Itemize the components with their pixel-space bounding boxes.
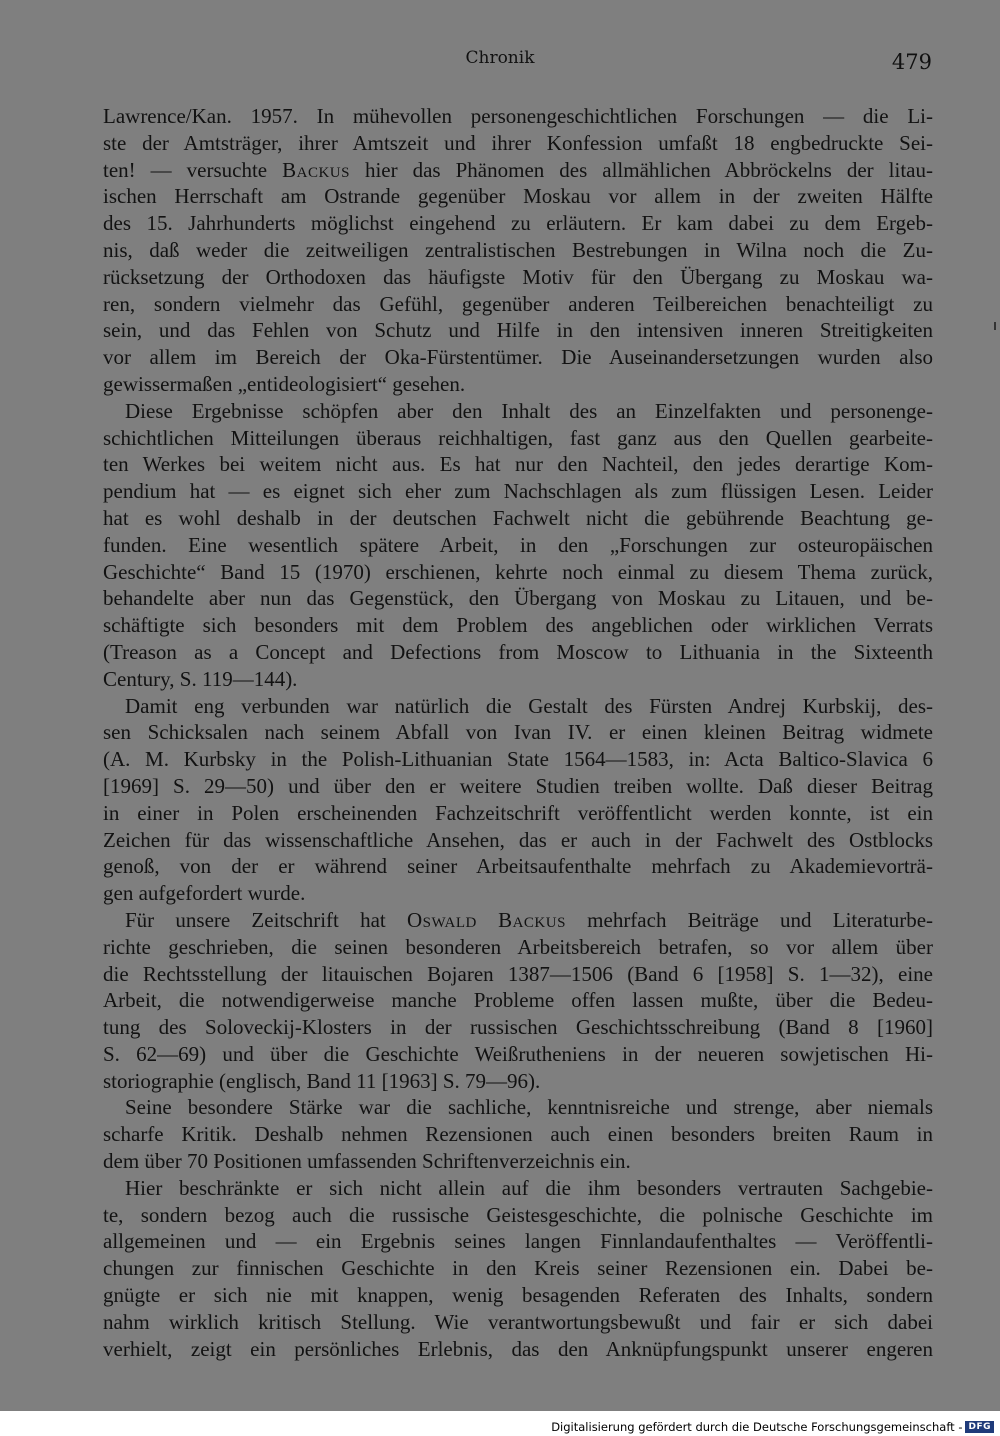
text-line: allgemeinen und — ein Ergebnis seines langen Finnlandaufenthaltes — Veröffentli- [103, 1229, 933, 1254]
text-line: richte geschrieben, die seinen besonderen Arbeitsbereich betrafen, so vor allem über [103, 934, 933, 959]
author-name-smallcaps: Backus [282, 157, 350, 182]
text-line: chungen zur finnischen Geschichte in den Kreis seiner Rezensionen ein. Dabei be- [103, 1256, 933, 1281]
text-line: gnügte er sich nie mit knappen, wenig besagenden Referaten des Inhalts, sondern [103, 1283, 933, 1308]
running-head: Chronik [465, 48, 535, 68]
paragraph [103, 907, 933, 1095]
text-line: nis, daß weder die zeitweiligen zentralistischen Bestrebungen in Wilna noch die Zu- [103, 237, 933, 262]
paragraph [103, 1175, 933, 1363]
text-line: genoß, von der er während seiner Arbeitsaufenthalte mehrfach zu Akademievorträ- [103, 854, 933, 879]
author-name-smallcaps: Oswald [407, 907, 477, 932]
text-line: Geschichte“ Band 15 (1970) erschienen, kehrte noch einmal zu diesem Thema zurück, [103, 559, 933, 584]
text-line: (Treason as a Concept and Defections from Moscow to Lithuania in the Sixteenth [103, 639, 933, 664]
dfg-logo-icon: DFG [965, 1421, 994, 1433]
text-line: ten! — versuchte Backus hier das Phänomen des allmählichen Abbröckelns der litau- [103, 157, 933, 182]
text-line: Seine besondere Stärke war die sachliche, kenntnisreiche und strenge, aber niemals [125, 1095, 933, 1120]
text-line: sen Schicksalen nach seinem Abfall von Ivan IV. er einen kleinen Beitrag widmete [103, 720, 933, 745]
text-line: ischen Herrschaft am Ostrande gegenüber Moskau vor allem in der zweiten Hälfte [103, 184, 933, 209]
page-number: 479 [891, 50, 932, 74]
text-line: nahm wirklich kritisch Stellung. Wie verantwortungsbewußt und fair er sich dabei [103, 1309, 933, 1334]
text-line: des 15. Jahrhunderts möglichst eingehend zu erläutern. Er kam dabei zu dem Ergeb- [103, 211, 933, 236]
text-line: sein, und das Fehlen von Schutz und Hilfe in den intensiven inneren Streitigkeiten [103, 318, 933, 343]
text-line: Lawrence/Kan. 1957. In mühevollen personengeschichtlichen Forschungen — die Li- [103, 104, 933, 128]
text-line: ten Werkes bei weitem nicht aus. Es hat nur den Nachteil, den jedes derartige Kom- [103, 452, 933, 477]
text-line: Arbeit, die notwendigerweise manche Probleme offen lassen mußte, über die Bedeu- [103, 988, 933, 1013]
text-line: Hier beschränkte er sich nicht allein auf die ihm besonders vertrauten Sachgebie- [125, 1175, 933, 1200]
text-line: gewissermaßen „entideologisiert“ gesehen. [103, 371, 466, 396]
article-body [103, 103, 933, 1362]
text-line: Zeichen für das wissenschaftliche Ansehen, das er auch in der Fachwelt des Ostblocks [103, 827, 933, 852]
text-line: Für unsere Zeitschrift hat Oswald Backus mehrfach Beiträge und Literaturbe- [125, 907, 933, 932]
text-line: storiographie (englisch, Band 11 [1963] S. 79—96). [103, 1068, 541, 1093]
text-line: rücksetzung der Orthodoxen das häufigste Motiv für den Übergang zu Moskau wa- [103, 264, 933, 289]
text-line: scharfe Kritik. Deshalb nehmen Rezensionen auch einen besonders breiten Raum in [103, 1122, 933, 1147]
text-line: funden. Eine wesentlich spätere Arbeit, in den „Forschungen zur osteuropäischen [103, 532, 933, 557]
text-line: in einer in Polen erscheinenden Fachzeitschrift veröffentlicht werden konnte, ist ein [103, 800, 933, 825]
text-line: (A. M. Kurbsky in the Polish-Lithuanian State 1564—1583, in: Acta Baltico-Slavica 6 [103, 747, 933, 772]
text-line: Century, S. 119—144). [103, 666, 298, 691]
text-line: hat es wohl deshalb in der deutschen Fachwelt nicht die gebührende Beachtung ge- [103, 505, 933, 530]
scan-edge-mark [994, 322, 996, 330]
text-line: S. 62—69) und über die Geschichte Weißrutheniens in der neueren sowjetischen Hi- [103, 1041, 933, 1066]
text-line: behandelte aber nun das Gegenstück, den Übergang von Moskau zu Litauen, und be- [103, 586, 933, 611]
text-line: te, sondern bezog auch die russische Geistesgeschichte, die polnische Geschichte im [103, 1202, 933, 1227]
paragraph [103, 103, 933, 398]
text-line: die Rechtsstellung der litauischen Bojaren 1387—1506 (Band 6 [1958] S. 1—32), eine [103, 961, 933, 986]
text-line: schichtlichen Mitteilungen überaus reichhaltigen, fast ganz aus den Quellen gearbeite- [103, 425, 933, 450]
author-name-smallcaps: Backus [498, 907, 566, 932]
text-line: pendium hat — es eignet sich eher zum Nachschlagen als zum flüssigen Lesen. Leider [103, 479, 933, 504]
paragraph [103, 1094, 933, 1174]
text-line: ren, sondern vielmehr das Gefühl, gegenüber anderen Teilbereichen benachteiligt zu [103, 291, 933, 316]
paragraph [103, 398, 933, 693]
text-line: tung des Soloveckij-Klosters in der russischen Geschichtsschreibung (Band 8 [1960] [103, 1015, 933, 1040]
text-line: schäftigte sich besonders mit dem Problem des angeblichen oder wirklichen Verrats [103, 613, 933, 638]
paragraph [103, 693, 933, 907]
credit-text: Digitalisierung gefördert durch die Deutsche Forschungsgemeinschaft - [551, 1420, 963, 1434]
text-line: verhielt, zeigt ein persönliches Erlebnis, das den Anknüpfungspunkt unserer engeren [103, 1336, 933, 1361]
text-line: Damit eng verbunden war natürlich die Gestalt des Fürsten Andrej Kurbskij, des- [125, 693, 933, 718]
text-line: ste der Amtsträger, ihrer Amtszeit und ihrer Konfession umfaßt 18 engbedruckte Sei- [103, 130, 933, 155]
text-line: gen aufgefordert wurde. [103, 881, 306, 906]
text-line: vor allem im Bereich der Oka-Fürstentümer. Die Auseinandersetzungen wurden also [103, 345, 933, 370]
text-line: dem über 70 Positionen umfassenden Schriftenverzeichnis ein. [103, 1149, 631, 1174]
text-line: Diese Ergebnisse schöpfen aber den Inhalt des an Einzelfakten und personenge- [125, 398, 933, 423]
text-line: [1969] S. 29—50) und über den er weitere Studien treiben wollte. Daß dieser Beitrag [103, 773, 933, 798]
digitization-credit [551, 1420, 994, 1434]
